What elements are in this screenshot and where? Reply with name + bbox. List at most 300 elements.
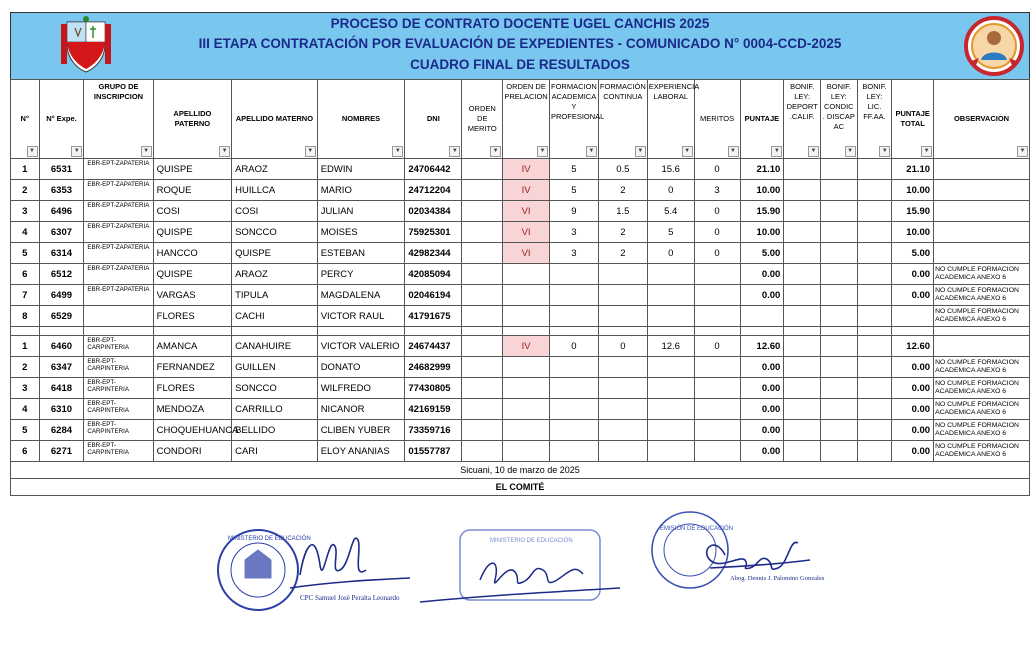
cell-expediente: 6460 [39,336,84,357]
col-orden-merito: ORDEN DE MERITO ▼ [462,80,503,159]
cell-dni: 41791675 [405,306,462,327]
cell-orden-prelacion: IV [503,336,550,357]
col-meritos: MERITOS ▼ [694,80,740,159]
cell-puntaje: 12.60 [740,336,784,357]
cell-apellido-materno: COSI [232,201,318,222]
cell-puntaje-total: 0.00 [892,357,934,378]
cell-apellido-paterno: AMANCA [153,336,231,357]
cell-bonif-ffaa [857,378,892,399]
cell-apellido-paterno: CHOQUEHUANCA [153,420,231,441]
results-sheet [10,12,1030,496]
cell-puntaje: 10.00 [740,222,784,243]
cell-orden-prelacion [503,441,550,462]
cell-observacion [934,180,1030,201]
cell-bonif-discap [820,306,857,327]
cell-nombres: MAGDALENA [317,285,405,306]
filter-icon[interactable]: ▼ [27,146,38,157]
cell-bonif-deport [784,243,821,264]
cell-experiencia-laboral: 15.6 [647,159,694,180]
cell-number: 6 [11,264,40,285]
col-puntaje-total: PUNTAJE TOTAL ▼ [892,80,934,159]
cell-grupo: EBR-EPT-CARPINTERIA [84,336,153,357]
cell-orden-prelacion [503,285,550,306]
cell-puntaje-total: 21.10 [892,159,934,180]
cell-orden-merito [462,306,503,327]
cell-bonif-ffaa [857,420,892,441]
cell-nombres: ESTEBAN [317,243,405,264]
cell-expediente: 6499 [39,285,84,306]
ugel-canchis-logo-icon [963,16,1025,76]
cell-grupo: EBR-EPT-CARPINTERIA [84,399,153,420]
cell-puntaje: 0.00 [740,399,784,420]
cell-formacion-continua [598,306,647,327]
cell-bonif-discap [820,378,857,399]
table-row [11,336,1030,357]
cell-formacion-continua: 1.5 [598,201,647,222]
cell-bonif-discap [820,243,857,264]
filter-icon[interactable]: ▼ [219,146,230,157]
cell-formacion-continua [598,378,647,399]
cell-dni: 73359716 [405,420,462,441]
filter-icon[interactable]: ▼ [771,146,782,157]
cell-apellido-materno: CARI [232,441,318,462]
cell-formacion-continua: 2 [598,243,647,264]
title-process: PROCESO DE CONTRATO DOCENTE UGEL CANCHIS 2025 [330,16,710,31]
cell-expediente: 6512 [39,264,84,285]
signatures-area [0,500,1036,660]
stamp-3-text: EMISIÓN DE EDUCACIÓN [660,526,734,532]
cell-expediente: 6529 [39,306,84,327]
cell-number: 1 [11,159,40,180]
col-puntaje: PUNTAJE ▼ [740,80,784,159]
cell-formacion-academica [549,357,598,378]
filter-icon[interactable]: ▼ [728,146,739,157]
cell-experiencia-laboral [647,420,694,441]
cell-dni: 42085094 [405,264,462,285]
cell-bonif-deport [784,201,821,222]
table-row [11,378,1030,399]
cell-experiencia-laboral [647,441,694,462]
cell-observacion: NO CUMPLE FORMACION ACADEMICA ANEXO 6 [934,399,1030,420]
cell-grupo [84,306,153,327]
cell-formacion-continua: 0.5 [598,159,647,180]
table-row [11,201,1030,222]
cell-bonif-ffaa [857,306,892,327]
cell-grupo: EBR-EPT-ZAPATERIA [84,222,153,243]
cell-grupo: EBR-EPT-ZAPATERIA [84,264,153,285]
cell-bonif-discap [820,285,857,306]
cell-observacion [934,201,1030,222]
cell-dni: 01557787 [405,441,462,462]
cell-bonif-discap [820,336,857,357]
cell-dni: 42982344 [405,243,462,264]
cell-number: 3 [11,378,40,399]
cell-formacion-academica [549,264,598,285]
cell-nombres: PERCY [317,264,405,285]
cell-meritos [694,399,740,420]
title-results: CUADRO FINAL DE RESULTADOS [410,57,630,72]
cell-puntaje-total: 0.00 [892,441,934,462]
cell-bonif-ffaa [857,285,892,306]
table-row [11,243,1030,264]
cell-apellido-paterno: QUISPE [153,264,231,285]
cell-experiencia-laboral [647,357,694,378]
cell-orden-prelacion [503,306,550,327]
cell-number: 3 [11,201,40,222]
cell-orden-merito [462,243,503,264]
col-apellido-paterno: APELLIDO PATERNO ▼ [153,80,231,159]
cell-orden-merito [462,399,503,420]
cell-orden-merito [462,180,503,201]
col-apellido-materno: APELLIDO MATERNO ▼ [232,80,318,159]
cell-apellido-materno: QUISPE [232,243,318,264]
cell-bonif-discap [820,399,857,420]
cell-dni: 02034384 [405,201,462,222]
table-row [11,306,1030,327]
cell-meritos: 0 [694,243,740,264]
document-header [10,12,1030,79]
cell-dni: 75925301 [405,222,462,243]
cell-grupo: EBR-EPT-ZAPATERIA [84,159,153,180]
cell-formacion-academica [549,285,598,306]
cell-puntaje-total: 15.90 [892,201,934,222]
cell-grupo: EBR-EPT-ZAPATERIA [84,201,153,222]
cell-puntaje: 0.00 [740,378,784,399]
cell-bonif-deport [784,222,821,243]
cell-apellido-paterno: VARGAS [153,285,231,306]
cell-puntaje-total: 10.00 [892,222,934,243]
cell-bonif-deport [784,306,821,327]
cell-meritos [694,264,740,285]
cell-puntaje-total: 0.00 [892,285,934,306]
cell-apellido-paterno: FERNANDEZ [153,357,231,378]
cell-experiencia-laboral [647,285,694,306]
col-number: N° ▼ [11,80,40,159]
col-grupo: GRUPO DE INSCRIPCION ▼ [84,80,153,159]
cell-meritos [694,306,740,327]
table-row [11,357,1030,378]
cell-nombres: JULIAN [317,201,405,222]
cell-apellido-paterno: FLORES [153,306,231,327]
cell-orden-merito [462,420,503,441]
cell-number: 2 [11,180,40,201]
cell-meritos [694,441,740,462]
cell-puntaje: 5.00 [740,243,784,264]
cell-dni: 24706442 [405,159,462,180]
cell-nombres: MOISES [317,222,405,243]
stamp-seal-2 [460,530,600,600]
filter-icon[interactable]: ▼ [682,146,693,157]
col-experiencia-laboral: EXPERIENCIA LABORAL ▼ [647,80,694,159]
cell-orden-prelacion: VI [503,201,550,222]
cell-observacion: NO CUMPLE FORMACION ACADEMICA ANEXO 6 [934,441,1030,462]
cell-formacion-continua [598,420,647,441]
filter-icon[interactable]: ▼ [490,146,501,157]
cell-bonif-ffaa [857,159,892,180]
filter-icon[interactable]: ▼ [845,146,856,157]
cell-grupo: EBR-EPT-ZAPATERIA [84,180,153,201]
cell-bonif-discap [820,264,857,285]
cell-nombres: DONATO [317,357,405,378]
cell-apellido-paterno: MENDOZA [153,399,231,420]
cell-meritos [694,420,740,441]
cell-expediente: 6531 [39,159,84,180]
filter-icon[interactable]: ▼ [449,146,460,157]
cell-experiencia-laboral: 12.6 [647,336,694,357]
filter-icon[interactable]: ▼ [141,146,152,157]
cell-bonif-deport [784,441,821,462]
filter-icon[interactable]: ▼ [305,146,316,157]
group-separator [11,327,1030,336]
col-bonif-ffaa: BONIF. LEY: LIC. FF.AA. ▼ [857,80,892,159]
cell-bonif-discap [820,159,857,180]
cell-bonif-deport [784,180,821,201]
cell-bonif-ffaa [857,201,892,222]
cell-expediente: 6284 [39,420,84,441]
cell-bonif-ffaa [857,441,892,462]
cell-puntaje-total: 5.00 [892,243,934,264]
cell-orden-prelacion: IV [503,180,550,201]
cell-observacion [934,243,1030,264]
cell-formacion-continua: 0 [598,336,647,357]
cell-orden-merito [462,285,503,306]
cell-grupo: EBR-EPT-CARPINTERIA [84,420,153,441]
cell-observacion: NO CUMPLE FORMACION ACADEMICA ANEXO 6 [934,264,1030,285]
cell-puntaje-total: 0.00 [892,264,934,285]
stamp-2-text: MINISTERIO DE EDUCACIÓN [490,538,573,544]
stamp-1-text: MINISTERIO DE EDUCACIÓN [228,536,311,542]
filter-icon[interactable]: ▼ [635,146,646,157]
cell-formacion-academica: 9 [549,201,598,222]
filter-icon[interactable]: ▼ [537,146,548,157]
cell-expediente: 6418 [39,378,84,399]
cell-puntaje-total: 12.60 [892,336,934,357]
cell-experiencia-laboral: 5.4 [647,201,694,222]
cell-orden-merito [462,441,503,462]
cell-bonif-deport [784,159,821,180]
col-observacion: OBSERVACION ▼ [934,80,1030,159]
col-formacion-academica: FORMACION ACADEMICA Y PROFESIONAL ▼ [549,80,598,159]
cell-nombres: MARIO [317,180,405,201]
cell-nombres: VICTOR VALERIO [317,336,405,357]
signature-1 [290,538,410,602]
cell-puntaje: 0.00 [740,285,784,306]
cell-observacion: NO CUMPLE FORMACION ACADEMICA ANEXO 6 [934,357,1030,378]
cell-grupo: EBR-EPT-CARPINTERIA [84,357,153,378]
cell-apellido-paterno: COSI [153,201,231,222]
cell-dni: 24674437 [405,336,462,357]
cell-orden-prelacion: VI [503,243,550,264]
cell-orden-merito [462,222,503,243]
cell-observacion [934,222,1030,243]
cell-puntaje-total: 10.00 [892,180,934,201]
cell-apellido-paterno: QUISPE [153,159,231,180]
cell-observacion: NO CUMPLE FORMACION ACADEMICA ANEXO 6 [934,420,1030,441]
cell-formacion-academica [549,306,598,327]
cell-dni: 77430805 [405,378,462,399]
cell-orden-prelacion [503,378,550,399]
col-nombres: NOMBRES ▼ [317,80,405,159]
cell-formacion-continua [598,264,647,285]
cell-orden-merito [462,336,503,357]
table-row [11,264,1030,285]
cell-bonif-discap [820,357,857,378]
cell-bonif-deport [784,399,821,420]
cell-meritos [694,378,740,399]
cell-expediente: 6353 [39,180,84,201]
cell-expediente: 6307 [39,222,84,243]
col-orden-prelacion: ORDEN DE PRELACION ▼ [503,80,550,159]
cell-experiencia-laboral [647,399,694,420]
cell-formacion-academica [549,420,598,441]
cell-formacion-academica: 0 [549,336,598,357]
cell-apellido-paterno: ROQUE [153,180,231,201]
place-date: Sicuani, 10 de marzo de 2025 [11,462,1030,479]
title-stage: III ETAPA CONTRATACIÓN POR EVALUACIÓN DE EXPEDIENTES - COMUNICADO N° 0004-CCD-2025 [198,36,842,51]
cell-apellido-paterno: QUISPE [153,222,231,243]
cell-apellido-materno: TIPULA [232,285,318,306]
table-row [11,420,1030,441]
filter-icon[interactable]: ▼ [71,146,82,157]
filter-icon[interactable]: ▼ [392,146,403,157]
filter-icon[interactable]: ▼ [1017,146,1028,157]
cell-nombres: CLIBEN YUBER [317,420,405,441]
filter-icon[interactable]: ▼ [808,146,819,157]
cell-formacion-academica: 5 [549,180,598,201]
cell-puntaje: 15.90 [740,201,784,222]
cell-apellido-materno: SONCCO [232,378,318,399]
cell-bonif-discap [820,222,857,243]
stamp-seal-1 [218,530,311,610]
cell-bonif-deport [784,378,821,399]
cell-apellido-materno: ARAOZ [232,264,318,285]
cell-bonif-deport [784,285,821,306]
cell-apellido-paterno: CONDORI [153,441,231,462]
cell-dni: 24712204 [405,180,462,201]
cell-observacion [934,336,1030,357]
cell-orden-prelacion [503,264,550,285]
cell-formacion-academica: 5 [549,159,598,180]
cell-apellido-materno: BELLIDO [232,420,318,441]
cell-orden-merito [462,201,503,222]
cell-observacion [934,159,1030,180]
cell-observacion: NO CUMPLE FORMACION ACADEMICA ANEXO 6 [934,378,1030,399]
signature-3-name: Abog. Dennis J. Palomino Gonzales [730,575,825,582]
cell-number: 1 [11,336,40,357]
cell-experiencia-laboral [647,306,694,327]
cell-dni: 02046194 [405,285,462,306]
cell-expediente: 6496 [39,201,84,222]
carpinteria-rows [11,336,1030,462]
cell-experiencia-laboral [647,264,694,285]
cell-observacion: NO CUMPLE FORMACION ACADEMICA ANEXO 6 [934,306,1030,327]
cell-bonif-ffaa [857,399,892,420]
results-table [10,79,1030,496]
cell-apellido-materno: CACHI [232,306,318,327]
cell-experiencia-laboral: 0 [647,180,694,201]
filter-icon[interactable]: ▼ [921,146,932,157]
cell-experiencia-laboral [647,378,694,399]
cell-expediente: 6271 [39,441,84,462]
col-bonif-discap: BONIF. LEY: CONDIC . DISCAP AC ▼ [820,80,857,159]
cell-bonif-discap [820,441,857,462]
cell-number: 5 [11,243,40,264]
cell-orden-prelacion [503,399,550,420]
cell-grupo: EBR-EPT-CARPINTERIA [84,441,153,462]
cell-grupo: EBR-EPT-CARPINTERIA [84,378,153,399]
signature-1-name: CPC Samuel José Peralta Leonardo [300,594,400,602]
cell-orden-prelacion [503,357,550,378]
filter-icon[interactable]: ▼ [879,146,890,157]
cell-formacion-academica [549,378,598,399]
col-expediente: N° Expe. ▼ [39,80,84,159]
cell-grupo: EBR-EPT-ZAPATERIA [84,243,153,264]
col-formacion-continua: FORMACIÓN CONTINUA ▼ [598,80,647,159]
signature-3 [707,542,825,582]
cell-formacion-continua [598,357,647,378]
table-row [11,399,1030,420]
cell-bonif-discap [820,420,857,441]
cell-orden-prelacion: IV [503,159,550,180]
cell-bonif-discap [820,201,857,222]
cell-apellido-materno: ARAOZ [232,159,318,180]
cell-meritos: 0 [694,201,740,222]
cell-puntaje: 0.00 [740,420,784,441]
cell-nombres: NICANOR [317,399,405,420]
cell-puntaje-total [892,306,934,327]
cell-meritos [694,285,740,306]
cell-observacion: NO CUMPLE FORMACION ACADEMICA ANEXO 6 [934,285,1030,306]
cell-nombres: EDWIN [317,159,405,180]
cell-formacion-academica: 3 [549,222,598,243]
zapateria-rows [11,159,1030,327]
cell-bonif-discap [820,180,857,201]
cell-number: 5 [11,420,40,441]
cell-puntaje: 0.00 [740,357,784,378]
cell-formacion-academica: 3 [549,243,598,264]
cell-number: 4 [11,222,40,243]
cell-meritos: 0 [694,336,740,357]
cell-bonif-ffaa [857,357,892,378]
cell-expediente: 6310 [39,399,84,420]
cell-orden-merito [462,159,503,180]
cell-apellido-materno: GUILLEN [232,357,318,378]
cell-expediente: 6314 [39,243,84,264]
cell-apellido-materno: HUILLCA [232,180,318,201]
cell-bonif-deport [784,357,821,378]
cell-number: 4 [11,399,40,420]
filter-icon[interactable]: ▼ [586,146,597,157]
cell-formacion-continua: 2 [598,222,647,243]
cell-meritos: 3 [694,180,740,201]
cell-puntaje-total: 0.00 [892,420,934,441]
cell-meritos: 0 [694,159,740,180]
cell-number: 7 [11,285,40,306]
cell-formacion-continua [598,399,647,420]
committee-label: EL COMITÉ [11,479,1030,496]
cell-bonif-ffaa [857,222,892,243]
cell-expediente: 6347 [39,357,84,378]
col-dni: DNI ▼ [405,80,462,159]
cell-orden-merito [462,264,503,285]
table-header-row [11,80,1030,159]
cell-apellido-paterno: HANCCO [153,243,231,264]
cell-bonif-deport [784,420,821,441]
cell-orden-merito [462,357,503,378]
cell-bonif-ffaa [857,264,892,285]
cell-puntaje-total: 0.00 [892,399,934,420]
table-row [11,159,1030,180]
